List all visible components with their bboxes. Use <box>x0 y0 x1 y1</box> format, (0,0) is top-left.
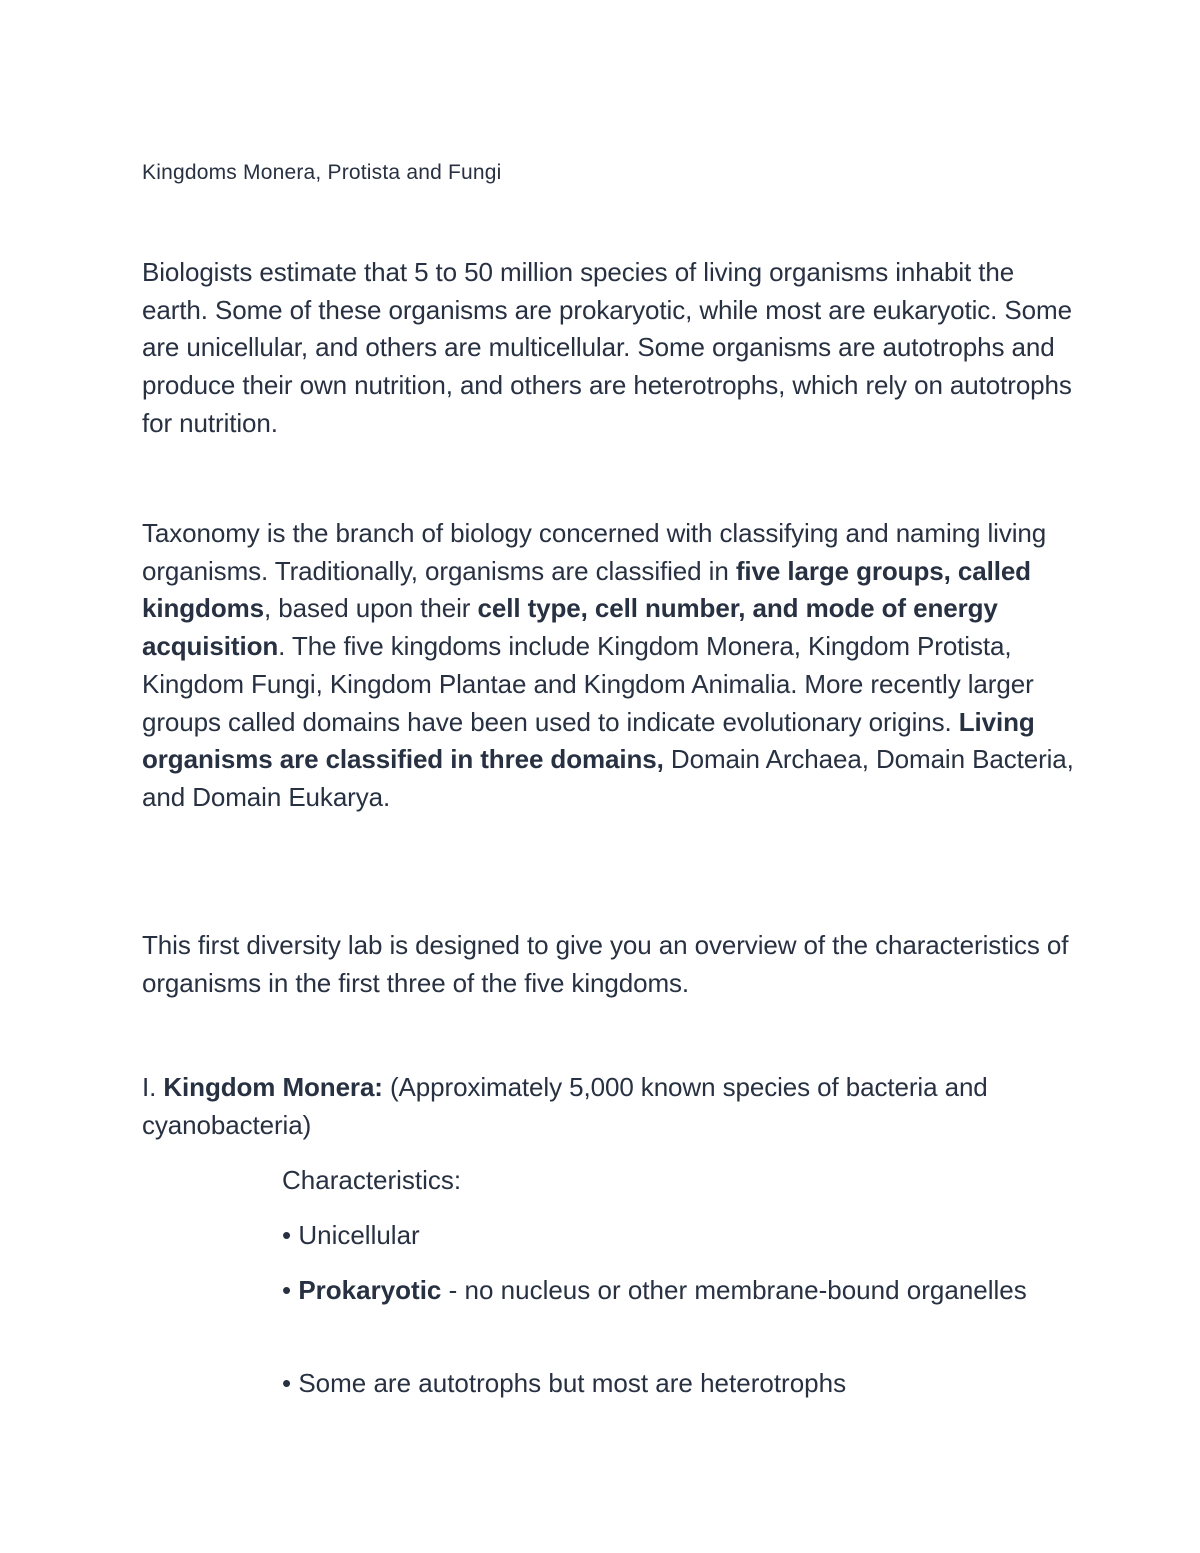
taxonomy-paragraph <box>142 515 1082 817</box>
characteristics-label: Characteristics: <box>282 1165 462 1195</box>
bullet-marker: • <box>282 1275 299 1305</box>
taxonomy-text-1: Taxonomy is the branch of biology concerned with classifying and naming living organisms. Traditionally, organisms are classified in <box>142 518 1047 586</box>
section-numeral: I. <box>142 1072 164 1102</box>
lab-overview-paragraph: This first diversity lab is designed to give you an overview of the characteristics of organisms in the first three of the five kingdoms. <box>142 930 1069 998</box>
taxonomy-bold-2: cell type, cell number, and mode of energy acquisition <box>142 593 998 662</box>
taxonomy-bold-3: Living organisms are classified in three domains, <box>142 706 1035 775</box>
taxonomy-text-2: , based upon their <box>264 593 478 624</box>
section-title: Kingdom Monera: <box>163 1072 383 1102</box>
bullet-prokaryotic-text: - no nucleus or other membrane-bound organelles <box>441 1275 1027 1305</box>
bullet-prokaryotic-term: Prokaryotic <box>298 1275 442 1305</box>
taxonomy-text-3: . The five kingdoms include Kingdom Monera, Kingdom Protista, Kingdom Fungi, Kingdom Plantae and Kingdom Animalia. More recently larger groups called domains have been used to indicate evolutionary origins. <box>142 631 1034 737</box>
bullet-prokaryotic <box>142 1272 1082 1310</box>
document-title: Kingdoms Monera, Protista and Fungi <box>142 161 502 184</box>
section-description: (Approximately 5,000 known species of bacteria and cyanobacteria) <box>142 1072 988 1140</box>
taxonomy-text-4: Domain Archaea, Domain Bacteria, and Domain Eukarya. <box>142 744 1074 812</box>
taxonomy-bold-1: five large groups, called kingdoms <box>142 555 1031 624</box>
intro-paragraph: Biologists estimate that 5 to 50 million species of living organisms inhabit the earth. Some of these organisms are prokaryotic, while most are eukaryotic. Some are unicellular, and others are multicellular. Some organisms are autotrophs and produce their own nutrition, and others are heterotrophs, which rely on autotrophs for nutrition. <box>142 257 1072 438</box>
bullet-nutrition: • Some are autotrophs but most are heterotrophs <box>282 1368 847 1398</box>
section-monera-heading <box>142 1069 1082 1144</box>
bullet-unicellular: • Unicellular <box>282 1220 420 1250</box>
